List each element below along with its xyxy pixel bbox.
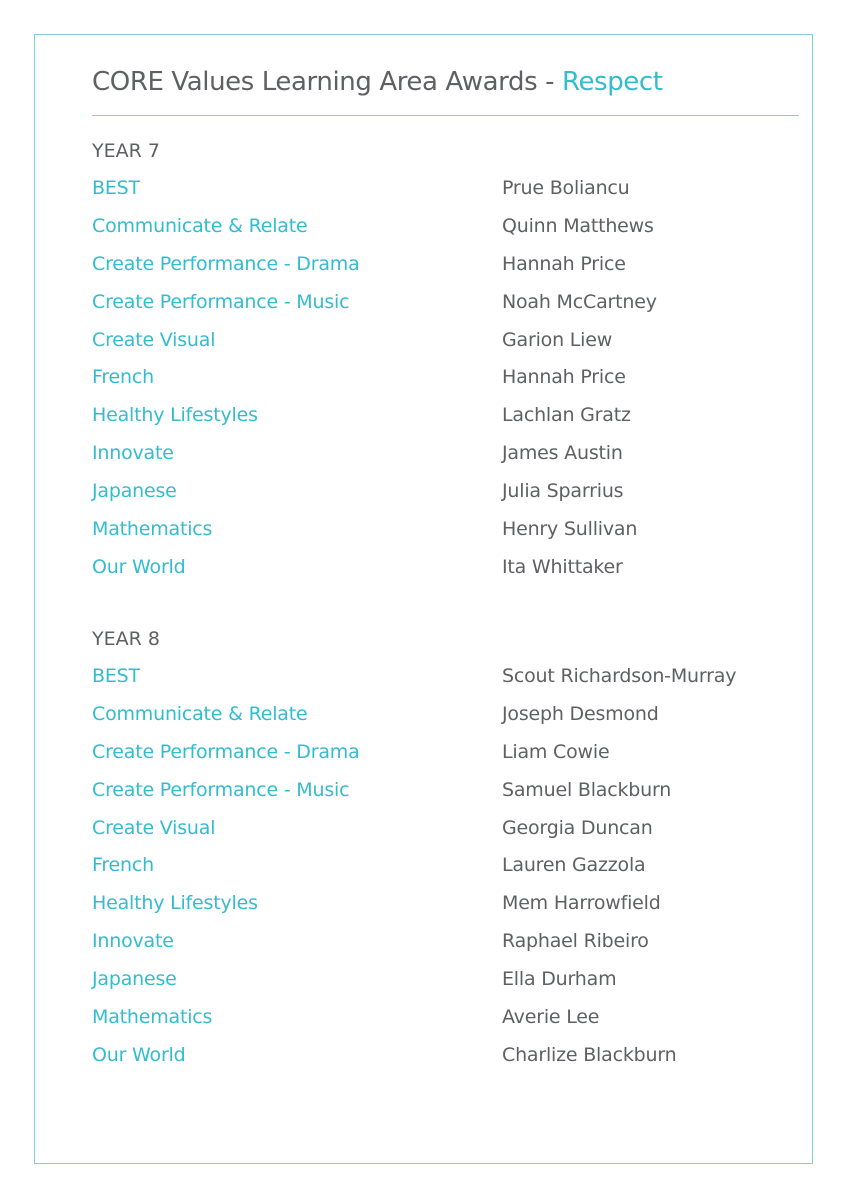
award-recipient: Averie Lee [502, 1006, 600, 1029]
award-list [92, 658, 799, 1075]
award-recipient: Ita Whittaker [502, 555, 623, 578]
award-row [92, 208, 799, 246]
award-row [92, 246, 799, 284]
award-row [92, 734, 799, 772]
award-row [92, 999, 799, 1037]
award-row [92, 549, 799, 587]
award-recipient: Ella Durham [502, 968, 617, 991]
award-area: French [92, 854, 154, 877]
award-recipient: Joseph Desmond [502, 702, 659, 725]
award-row [92, 284, 799, 322]
award-area: Create Visual [92, 816, 216, 839]
award-row [92, 847, 799, 885]
award-recipient: Henry Sullivan [502, 518, 638, 541]
award-recipient: Raphael Ribeiro [502, 930, 649, 953]
section-heading: YEAR 8 [92, 628, 160, 650]
award-recipient: James Austin [502, 442, 623, 465]
award-area: Communicate & Relate [92, 214, 308, 237]
award-area: Create Performance - Drama [92, 740, 360, 763]
award-row [92, 810, 799, 848]
award-row [92, 885, 799, 923]
award-area: Create Performance - Drama [92, 252, 360, 275]
award-recipient: Lachlan Gratz [502, 404, 631, 427]
award-area: Innovate [92, 442, 174, 465]
title-divider [92, 115, 799, 116]
award-recipient: Hannah Price [502, 252, 626, 275]
award-recipient: Samuel Blackburn [502, 778, 672, 801]
award-area: French [92, 366, 154, 389]
award-area: Healthy Lifestyles [92, 892, 258, 915]
award-row [92, 435, 799, 473]
award-recipient: Liam Cowie [502, 740, 610, 763]
title-accent: Respect [561, 67, 663, 97]
award-recipient: Charlize Blackburn [502, 1043, 677, 1066]
page-title [92, 62, 663, 102]
award-area: Mathematics [92, 518, 213, 541]
award-row [92, 511, 799, 549]
award-recipient: Lauren Gazzola [502, 854, 646, 877]
award-area: Mathematics [92, 1006, 213, 1029]
award-area: Communicate & Relate [92, 702, 308, 725]
award-row [92, 170, 799, 208]
award-recipient: Prue Boliancu [502, 177, 630, 199]
section-year-7 [92, 132, 799, 587]
award-area: Japanese [92, 480, 177, 503]
award-recipient: Hannah Price [502, 366, 626, 389]
award-row [92, 397, 799, 435]
award-recipient: Mem Harrowfield [502, 892, 661, 915]
award-area: Create Performance - Music [92, 290, 350, 313]
award-area: Our World [92, 1043, 186, 1066]
award-area: Create Performance - Music [92, 778, 350, 801]
award-row [92, 696, 799, 734]
award-row [92, 359, 799, 397]
award-area: Create Visual [92, 328, 216, 351]
award-area: Healthy Lifestyles [92, 404, 258, 427]
award-area: BEST [92, 177, 140, 199]
award-recipient: Julia Sparrius [502, 480, 624, 503]
section-heading: YEAR 7 [92, 140, 160, 162]
award-row [92, 658, 799, 696]
award-row [92, 772, 799, 810]
award-recipient: Noah McCartney [502, 290, 657, 313]
section-year-8 [92, 620, 799, 1075]
award-recipient: Quinn Matthews [502, 214, 654, 237]
award-list [92, 170, 799, 587]
award-area: Japanese [92, 968, 177, 991]
award-row [92, 961, 799, 999]
award-recipient: Georgia Duncan [502, 816, 653, 839]
award-row [92, 322, 799, 360]
award-area: Our World [92, 555, 186, 578]
award-recipient: Scout Richardson-Murray [502, 665, 737, 687]
award-row [92, 1037, 799, 1075]
award-area: Innovate [92, 930, 174, 953]
award-row [92, 923, 799, 961]
award-recipient: Garion Liew [502, 328, 613, 351]
award-row [92, 473, 799, 511]
award-area: BEST [92, 665, 140, 687]
title-main: CORE Values Learning Area Awards - [92, 67, 562, 97]
